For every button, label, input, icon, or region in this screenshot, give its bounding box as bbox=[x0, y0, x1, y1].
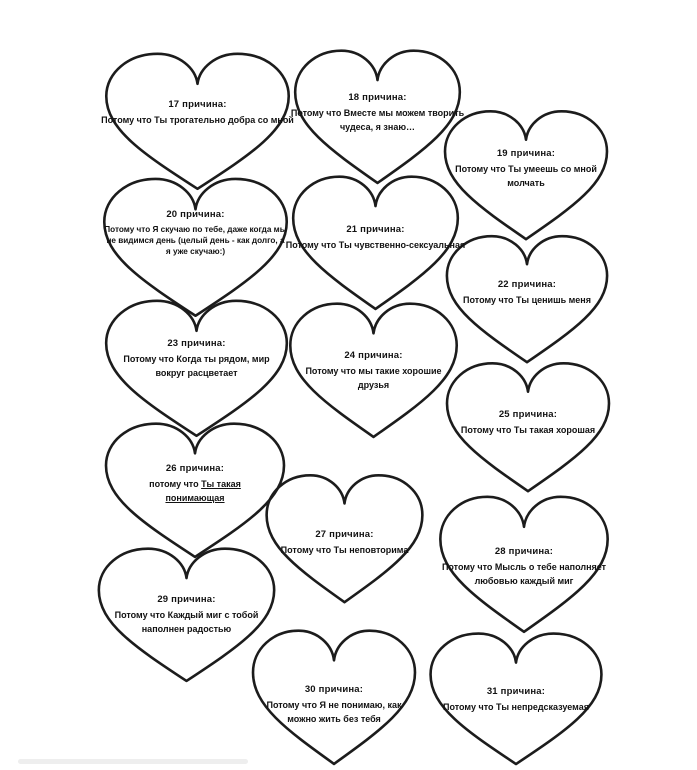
heart-reason-line bbox=[65, 491, 325, 505]
heart-card-31 bbox=[390, 685, 642, 714]
heart-reason-line: Потому что Я скучаю по тебе, даже когда мы bbox=[104, 225, 287, 234]
heart-reason-line: молчать bbox=[507, 178, 545, 188]
heart-reason-line: я уже скучаю:) bbox=[165, 247, 226, 256]
heart-reason-line: Потому что Я не понимаю, как bbox=[266, 700, 402, 710]
heart-title: 28 причина: bbox=[494, 546, 554, 557]
heart-reason-line bbox=[65, 477, 325, 491]
heart-reason-line: чудеса, я знаю… bbox=[339, 122, 416, 132]
heart-title: 24 причина: bbox=[344, 350, 403, 361]
heart-title: 19 причина: bbox=[496, 148, 556, 159]
heart-card-18 bbox=[255, 91, 500, 134]
heart-card-24 bbox=[250, 349, 497, 392]
heart-card-19 bbox=[405, 147, 647, 190]
heart-title: 22 причина: bbox=[497, 279, 557, 290]
heart-reason-line: вокруг расцветает bbox=[155, 368, 238, 378]
heart-title: 18 причина: bbox=[348, 92, 407, 103]
heart-card-21 bbox=[253, 223, 498, 252]
heart-reason-line: Потому что мы такие хорошие bbox=[305, 366, 442, 376]
heart-card-28 bbox=[400, 545, 648, 588]
plain-text: потому что bbox=[149, 479, 202, 489]
heart-reason-line: Потому что Ты трогательно добра со мной bbox=[101, 115, 294, 125]
heart-card-29 bbox=[58, 593, 315, 636]
heart-title: 30 причина: bbox=[304, 684, 364, 695]
heart-card-25 bbox=[407, 408, 649, 437]
heart-card-26 bbox=[65, 462, 325, 505]
heart-reason-line: Потому что Ты ценишь меня bbox=[463, 295, 591, 305]
underlined-text: понимающая bbox=[165, 493, 225, 503]
heart-reason-line: наполнен радостью bbox=[141, 624, 232, 634]
heart-title: 21 причина: bbox=[346, 224, 405, 235]
heart-title: 31 причина: bbox=[486, 686, 546, 697]
heart-reason-line: Потому что Вместе мы можем творить bbox=[290, 108, 465, 118]
heart-title: 25 причина: bbox=[498, 409, 558, 420]
heart-title: 20 причина: bbox=[166, 209, 225, 220]
heart-title: 26 причина: bbox=[165, 463, 225, 474]
heart-reason-line: Потому что Ты такая хорошая bbox=[460, 425, 596, 435]
heart-card-22 bbox=[407, 278, 647, 307]
heart-reason-line: не видимся день (целый день - как долго, а bbox=[106, 236, 285, 245]
heart-title: 17 причина: bbox=[168, 99, 227, 110]
heart-title: 29 причина: bbox=[157, 594, 216, 605]
heart-reason-line: Потому что Ты чувственно-сексуальная bbox=[285, 240, 466, 250]
heart-reason-line: друзья bbox=[357, 380, 390, 390]
heart-reason-line: Потому что Ты непредсказуемая bbox=[443, 702, 589, 712]
heart-title: 27 причина: bbox=[315, 529, 374, 540]
heart-reason-line: любовью каждый миг bbox=[474, 576, 574, 586]
heart-reason-line: Потому что Когда ты рядом, мир bbox=[123, 354, 270, 364]
heart-reason-line: Потому что Мысль о тебе наполняет bbox=[441, 562, 607, 572]
heart-reason-line: Потому что Каждый миг с тобой bbox=[114, 610, 259, 620]
heart-reason-line: Потому что Ты неповторима bbox=[280, 545, 409, 555]
heart-reason-line: Потому что Ты умеешь со мной bbox=[455, 164, 597, 174]
heart-reason-line: можно жить без тебя bbox=[287, 714, 381, 724]
underlined-text: Ты такая bbox=[201, 479, 241, 489]
heart-title: 23 причина: bbox=[167, 338, 226, 349]
